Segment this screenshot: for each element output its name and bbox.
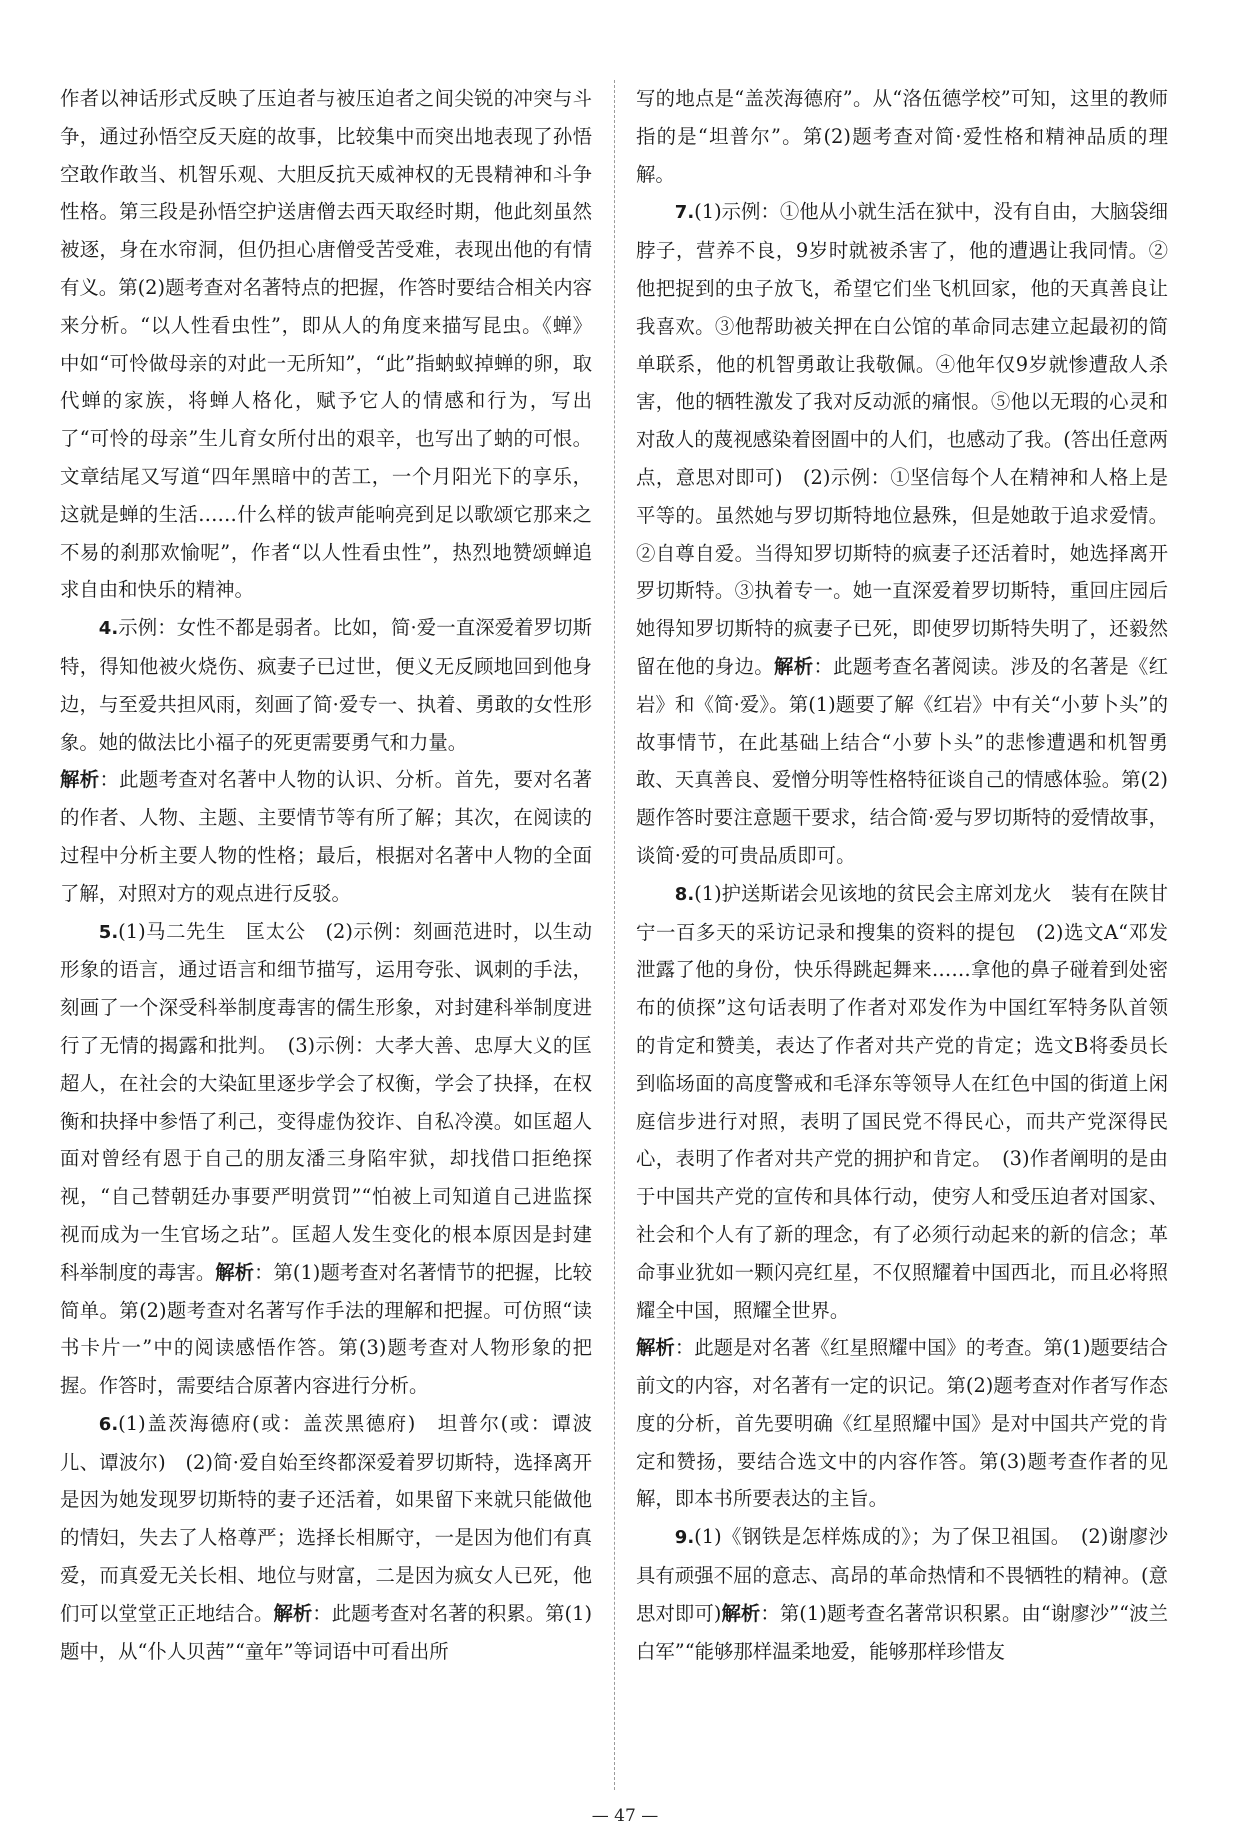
answer-9-text: (1)《钢铁是怎样炼成的》；为了保卫祖国。 (2)谢廖沙具有顽强不屈的意志、高昂的革命热情和不畏牺牲的精神。(意思对即可) — [636, 1525, 1168, 1625]
column-divider — [614, 80, 615, 1790]
answer-5 — [60, 913, 592, 1405]
answer-9 — [636, 1518, 1168, 1670]
right-column — [636, 80, 1168, 1670]
analysis-8-text: ：此题是对名著《红星照耀中国》的考查。第(1)题要结合前文的内容，对名著有一定的识记。第(2)题考查对作者写作态度的分析，首先要明确《红星照耀中国》是对中国共产党的肯定和赞扬，要结合选文中的内容作答。第(3)题考查作者的见解，即本书所要表达的主旨。 — [636, 1336, 1168, 1511]
answer-7-text: (1)示例：①他从小就生活在狱中，没有自由，大脑袋细脖子，营养不良，9岁时就被杀害了，他的遭遇让我同情。②他把捉到的虫子放飞，希望它们坐飞机回家，他的天真善良让我喜欢。③他帮助被关押在白公馆的革命同志建立起最初的简单联系，他的机智勇敢让我敬佩。④他年仅9岁就惨遭敌人杀害，他的牺牲激发了我对反动派的痛恨。⑤他以无瑕的心灵和对敌人的蔑视感染着囹圄中的人们，也感动了我。(答出任意两点，意思对即可) (2)示例：①坚信每个人在精神和人格上是平等的。虽然她与罗切斯特地位悬殊，但是她敢于追求爱情。②自尊自爱。当得知罗切斯特的疯妻子还活着时，她选择离开罗切斯特。③执着专一。她一直深爱着罗切斯特，重回庄园后她得知罗切斯特的疯妻子已死，即使罗切斯特失明了，还毅然留在他的身边。 — [636, 200, 1168, 678]
question-number-4: 4. — [98, 618, 119, 640]
question-number-5: 5. — [98, 921, 119, 943]
page-number: — 47 — — [591, 1806, 659, 1826]
question-number-7: 7. — [674, 202, 695, 224]
answer-8-text: (1)护送斯诺会见该地的贫民会主席刘龙火 装有在陕甘宁一百多天的采访记录和搜集的资料的提包 (2)选文A“邓发泄露了他的身份，快乐得跳起舞来……拿他的鼻子碰着到处密布的侦探”这句话表明了作者对邓发作为中国红军特务队首领的肯定和赞美，表达了作者对共产党的肯定；选文B将委员长到临场面的高度警戒和毛泽东等领导人在红色中国的街道上闲庭信步进行对照，表明了国民党不得民心，而共产党深得民心，表明了作者对共产党的拥护和肯定。 (3)作者阐明的是由于中国共产党的宣传和具体行动，使穷人和受压迫者对国家、社会和个人有了新的理念，有了必须行动起来的新的信念；革命事业犹如一颗闪亮红星，不仅照耀着中国西北，而且必将照耀全中国，照耀全世界。 — [636, 881, 1168, 1322]
analysis-5-text: ：第(1)题考查对名著情节的把握，比较简单。第(2)题考查对名著写作手法的理解和把握。可仿照“读书卡片一”中的阅读感悟作答。第(3)题考查对人物形象的把握。作答时，需要结合原著内容进行分析。 — [60, 1260, 593, 1398]
analysis-label-5: 解析 — [215, 1260, 255, 1284]
answer-4 — [60, 609, 592, 761]
question-number-6: 6. — [98, 1413, 119, 1435]
answer-4-text: 示例：女性不都是弱者。比如，简·爱一直深爱着罗切斯特，得知他被火烧伤、疯妻子已过世，便义无反顾地回到他身边，与至爱共担风雨，刻画了简·爱专一、执着、勇敢的女性形象。她的做法比小福子的死更需要勇气和力量。 — [60, 616, 592, 754]
answer-8 — [636, 875, 1168, 1330]
left-column — [60, 80, 592, 1670]
answer-6-text: (1)盖茨海德府(或：盖茨黑德府) 坦普尔(或：谭波儿、谭波尔) (2)简·爱自始至终都深爱着罗切斯特，选择离开是因为她发现罗切斯特的妻子还活着，如果留下来就只能做他的情妇，失去了人格尊严；选择长相厮守，一是因为他们有真爱，而真爱无关长相、地位与财富，二是因为疯女人已死，他们可以堂堂正正地结合。 — [60, 1411, 592, 1625]
analysis-label-9: 解析 — [721, 1601, 761, 1625]
left-paragraph-continued: 作者以神话形式反映了压迫者与被压迫者之间尖锐的冲突与斗争，通过孙悟空反天庭的故事，比较集中而突出地表现了孙悟空敢作敢当、机智乐观、大胆反抗天威神权的无畏精神和斗争性格。第三段是孙悟空护送唐僧去西天取经时期，他此刻虽然被逐，身在水帘洞，但仍担心唐僧受苦受难，表现出他的有情有义。第(2)题考查对名著特点的把握，作答时要结合相关内容来分析。“以人性看虫性”，即从人的角度来描写昆虫。《蝉》中如“可怜做母亲的对此一无所知”，“此”指蚋蚁掉蝉的卵，取代蝉的家族，将蝉人格化，赋予它人的情感和行为，写出了“可怜的母亲”生儿育女所付出的艰辛，也写出了蚋的可恨。文章结尾又写道“四年黑暗中的苦工，一个月阳光下的享乐，这就是蝉的生活……什么样的钹声能响亮到足以歌颂它那来之不易的刹那欢愉呢”，作者“以人性看虫性”，热烈地赞颂蝉追求自由和快乐的精神。 — [60, 87, 592, 602]
analysis-9-text: ：第(1)题考查名著常识积累。由“谢廖沙”“波兰白军”“能够那样温柔地爱，能够那样珍惜友 — [636, 1601, 1168, 1663]
answer-7 — [636, 193, 1168, 874]
right-paragraph-continued: 写的地点是“盖茨海德府”。从“洛伍德学校”可知，这里的教师指的是“坦普尔”。第(2)题考查对简·爱性格和精神品质的理解。 — [636, 87, 1168, 186]
question-number-9: 9. — [674, 1527, 695, 1549]
analysis-4-text: ：此题考查对名著中人物的认识、分析。首先，要对名著的作者、人物、主题、主要情节等有所了解；其次，在阅读的过程中分析主要人物的性格；最后，根据对名著中人物的全面了解，对照对方的观点进行反驳。 — [60, 768, 593, 905]
analysis-6-text: ：此题考查对名著的积累。第(1)题中，从“仆人贝茜”“童年”等词语中可看出所 — [60, 1601, 593, 1663]
analysis-8 — [636, 1329, 1168, 1518]
question-number-8: 8. — [674, 883, 695, 905]
analysis-7-text: ：此题考查名著阅读。涉及的名著是《红岩》和《简·爱》。第(1)题要了解《红岩》中有关“小萝卜头”的故事情节，在此基础上结合“小萝卜头”的悲惨遭遇和机智勇敢、天真善良、爱憎分明等性格特征谈自己的情感体验。第(2)题作答时要注意题干要求，结合简·爱与罗切斯特的爱情故事，谈简·爱的可贵品质即可。 — [636, 654, 1169, 867]
analysis-4 — [60, 761, 592, 912]
analysis-label-6: 解析 — [273, 1601, 313, 1625]
answer-6 — [60, 1405, 592, 1671]
analysis-label-8: 解析 — [636, 1336, 675, 1360]
answer-5-text: (1)马二先生 匡太公 (2)示例：刻画范进时，以生动形象的语言，通过语言和细节描写，运用夸张、讽刺的手法，刻画了一个深受科举制度毒害的儒生形象，对封建科举制度进行了无情的揭露和批判。 (3)示例：大孝大善、忠厚大义的匡超人，在社会的大染缸里逐步学会了权衡，学会了抉择，在权衡和抉择中参悟了利己，变得虚伪狡诈、自私冷漠。如匡超人面对曾经有恩于自己的朋友潘三身陷牢狱，却找借口拒绝探视，“自己替朝廷办事要严明赏罚”“怕被上司知道自己进监探视而成为一生官场之玷”。匡超人发生变化的根本原因是封建科举制度的毒害。 — [60, 919, 592, 1284]
analysis-label-4: 解析 — [60, 768, 100, 792]
analysis-label-7: 解析 — [774, 654, 814, 678]
